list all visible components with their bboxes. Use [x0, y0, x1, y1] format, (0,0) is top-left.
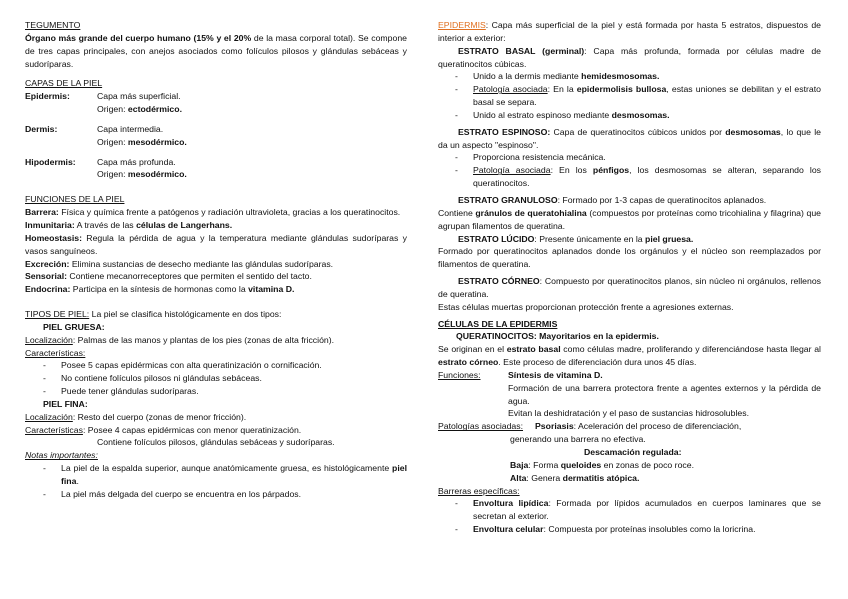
estrato-basal: ESTRATO BASAL (germinal): Capa más profunda, formada por células madre de queratinocitos cúbicas.	[438, 45, 822, 69]
list-item: - Patología asociada: En los pénfigos, los desmosomas se alteran, separando los queratinocitos.	[455, 165, 821, 189]
list-item: - Envoltura lipídica: Formada por lípidos acumulados en cuerpos laminares que se secretan al exterior.	[455, 498, 821, 522]
tegumento-title: TEGUMENTO	[25, 20, 81, 30]
notas-title: Notas importantes:	[25, 450, 98, 461]
left-column	[25, 19, 407, 501]
estrato-lucido: ESTRATO LÚCIDO: Presente únicamente en la piel gruesa.	[458, 233, 694, 244]
list-item: - Patología asociada: En la epidermolisis bullosa, estas uniones se debilitan y el estrato basal se separa.	[455, 84, 821, 108]
list-item: - Posee 5 capas epidérmicas con alta queratinización o cornificación.	[43, 360, 322, 371]
barreras-label: Barreras específicas:	[438, 485, 520, 496]
funciones-title: FUNCIONES DE LA PIEL	[25, 194, 125, 205]
piel-gruesa-title: PIEL GRUESA:	[43, 321, 105, 332]
capa-dermis: Dermis: Capa intermedia. Origen: mesodérmico.	[25, 123, 187, 147]
list-item: - No contiene folículos pilosos ni glándulas sebáceas.	[43, 373, 262, 384]
piel-fina-title: PIEL FINA:	[43, 398, 88, 409]
fina-localizacion: Localización: Resto del cuerpo (zonas de menor fricción).	[25, 411, 247, 422]
estrato-espinoso: ESTRATO ESPINOSO: Capa de queratinocitos cúbicos unidos por desmosomas, lo que le da un aspecto "espinoso".	[438, 126, 821, 150]
fina-caracteristicas-2: Contiene folículos pilosos, glándulas sebáceas y sudoríparas.	[97, 437, 335, 448]
corneo-detalle: Estas células muertas proporcionan protección frente a agresiones externas.	[438, 301, 734, 312]
funcion-sensorial: Sensorial: Contiene mecanorreceptores que permiten el sentido del tacto.	[25, 271, 312, 282]
list-item: - La piel más delgada del cuerpo se encuentra en los párpados.	[43, 488, 302, 499]
queratinocitos-detalle: Se originan en el estrato basal como células madre, proliferando y diferenciándose hasta llegar al estrato córneo. Este proceso de diferenciación dura unos 45 días.	[438, 344, 821, 368]
descamacion-regulada: Descamación regulada:	[584, 447, 682, 457]
lucido-detalle: Formado por queratinocitos aplanados donde los orgánulos y el núcleo son reemplazados por filamentos de queratina.	[438, 246, 821, 270]
tipos-title: TIPOS DE PIEL: La piel se clasifica histológicamente en dos tipos:	[25, 309, 282, 320]
tegumento-intro: Órgano más grande del cuerpo humano (15% y el 20% de la masa corporal total). Se compone de tres capas principales, con anejos asociados como folículos pilosos y glándulas sebáceas y sudoríparas.	[25, 32, 407, 69]
capa-epidermis: Epidermis: Capa más superficial. Origen: ectodérmico.	[25, 91, 182, 115]
psoriasis-detalle: generando una barrera no efectiva.	[510, 434, 646, 445]
list-item: - Puede tener glándulas sudoríparas.	[43, 386, 199, 397]
funciones-queratinocitos: Funciones: Síntesis de vitamina D. Formación de una barrera protectora frente a agentes externos y la pérdida de agua. Evitan la deshidratación y el paso de sustancias hidrosolubles.	[438, 369, 821, 419]
list-item: - La piel de la espalda superior, aunque anatómicamente gruesa, es histológicamente piel fina.	[43, 463, 407, 486]
patologias: Patologías asociadas: Psoriasis: Aceleración del proceso de diferenciación,	[438, 421, 742, 432]
gruesa-caracteristicas-label: Características:	[25, 347, 86, 358]
epidermis-intro: EPIDERMIS: Capa más superficial de la piel y está formada por hasta 5 estratos, dispuestos de interior a exterior:	[438, 20, 821, 43]
queratinocitos-title: QUERATINOCITOS: Mayoritarios en la epidermis.	[456, 331, 659, 342]
celulas-title: CÉLULAS DE LA EPIDERMIS	[438, 318, 558, 329]
descamacion-alta: Alta: Genera dermatitis atópica.	[510, 472, 640, 483]
list-item: - Unido a la dermis mediante hemidesmosomas.	[455, 71, 660, 82]
list-item: - Proporciona resistencia mecánica.	[455, 152, 606, 163]
fina-caracteristicas: Características: Posee 4 capas epidérmicas con menor queratinización.	[25, 424, 302, 435]
funcion-excrecion: Excreción: Elimina sustancias de desecho mediante las glándulas sudoríparas.	[25, 258, 334, 269]
descamacion-baja: Baja: Forma queloides en zonas de poco roce.	[510, 459, 694, 470]
funcion-homeostasis: Homeostasis: Regula la pérdida de agua y la temperatura mediante glándulas sudoríparas y vasos sanguíneos.	[25, 232, 407, 256]
funcion-barrera: Barrera: Física y química frente a patógenos y radiación ultravioleta, gracias a los queratinocitos.	[25, 207, 401, 218]
gruesa-localizacion: Localización: Palmas de las manos y plantas de los pies (zonas de alta fricción).	[25, 334, 335, 345]
list-item: - Envoltura celular: Compuesta por proteínas insolubles como la loricrina.	[455, 524, 756, 535]
granuloso-detalle: Contiene gránulos de queratohialina (compuestos por proteínas como tricohialina y filagrina) que agrupan filamentos de queratina.	[438, 207, 821, 231]
estrato-corneo: ESTRATO CÓRNEO: Compuesto por queratinocitos planos, sin núcleo ni orgánulos, rellenos de queratina.	[438, 276, 821, 299]
estrato-granuloso: ESTRATO GRANULOSO: Formado por 1-3 capas de queratinocitos aplanados.	[458, 194, 767, 205]
capas-title: CAPAS DE LA PIEL	[25, 78, 103, 89]
funcion-inmunitaria: Inmunitaria: A través de las células de Langerhans.	[25, 219, 233, 230]
funcion-endocrina: Endocrina: Participa en la síntesis de hormonas como la vitamina D.	[25, 284, 295, 295]
capa-hipodermis: Hipodermis: Capa más profunda. Origen: mesodérmico.	[25, 156, 187, 180]
list-item: - Unido al estrato espinoso mediante desmosomas.	[455, 109, 670, 120]
right-column	[438, 19, 821, 536]
